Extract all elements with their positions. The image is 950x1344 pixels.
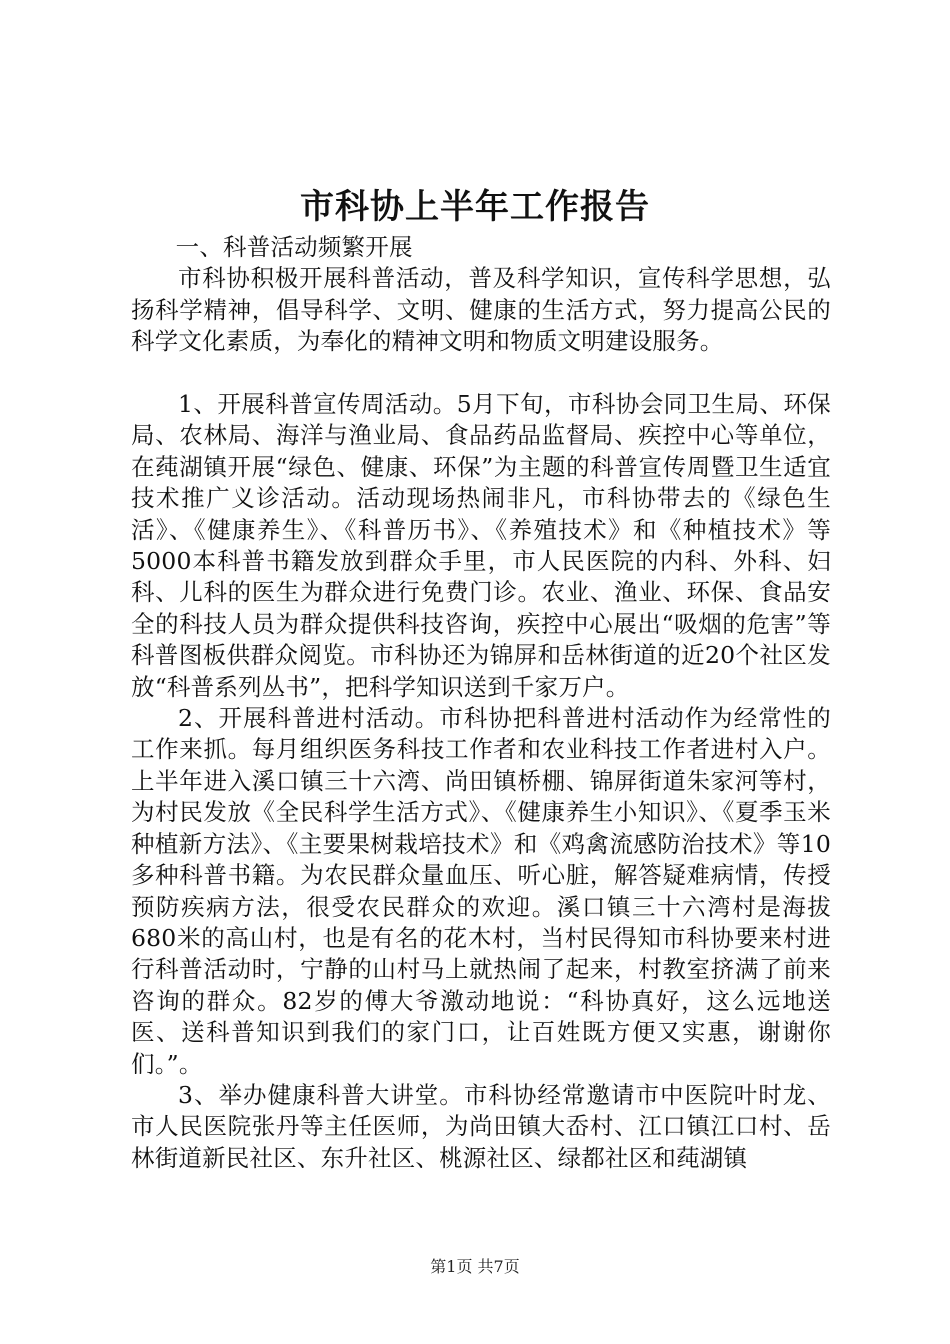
page-number-footer: 第1页 共7页 — [430, 1257, 520, 1276]
document-body — [131, 232, 831, 1174]
section-heading: 一、科普活动频繁开展 — [175, 233, 413, 261]
paragraph-item-2: 2、开展科普进村活动。市科协把科普进村活动作为经常性的工作来抓。每月组织医务科技工作者和农业科技工作者进村入户。上半年进入溪口镇三十六湾、尚田镇桥棚、锦屏街道朱家河等村，为村民发放《全民科学生活方式》、《健康养生小知识》、《夏季玉米种植新方法》、《主要果树栽培技术》和《鸡禽流感防治技术》等10多种科普书籍。为农民群众量血压、听心脏，解答疑难病情，传授预防疾病方法，很受农民群众的欢迎。溪口镇三十六湾村是海拔680米的高山村，也是有名的花木村，当村民得知市科协要来村进行科普活动时，宁静的山村马上就热闹了起来，村教室挤满了前来咨询的群众。82岁的傅大爷激动地说：“科协真好，这么远地送医、送科普知识到我们的家门口，让百姓既方便又实惠，谢谢你们。”。 — [131, 704, 831, 1078]
paragraph-item-1: 1、开展科普宣传周活动。5月下旬，市科协会同卫生局、环保局、农林局、海洋与渔业局、食品药品监督局、疾控中心等单位，在莼湖镇开展“绿色、健康、环保”为主题的科普宣传周暨卫生适宜技术推广义诊活动。活动现场热闹非凡，市科协带去的《绿色生活》、《健康养生》、《科普历书》、《养殖技术》和《种植技术》等5000本科普书籍发放到群众手里，市人民医院的内科、外科、妇科、儿科的医生为群众进行免费门诊。农业、渔业、环保、食品安全的科技人员为群众提供科技咨询，疾控中心展出“吸烟的危害”等科普图板供群众阅览。市科协还为锦屏和岳林街道的近20个社区发放“科普系列丛书”，把科学知识送到千家万户。 — [131, 390, 831, 701]
paragraph-item-3: 3、举办健康科普大讲堂。市科协经常邀请市中医院叶时龙、市人民医院张丹等主任医师，为尚田镇大岙村、江口镇江口村、岳林街道新民社区、东升社区、桃源社区、绿都社区和莼湖镇 — [131, 1080, 831, 1172]
page-title: 市科协上半年工作报告 — [300, 187, 650, 227]
intro-paragraph: 市科协积极开展科普活动，普及科学知识，宣传科学思想，弘扬科学精神，倡导科学、文明、健康的生活方式，努力提高公民的科学文化素质，为奉化的精神文明和物质文明建设服务。 — [131, 264, 831, 356]
